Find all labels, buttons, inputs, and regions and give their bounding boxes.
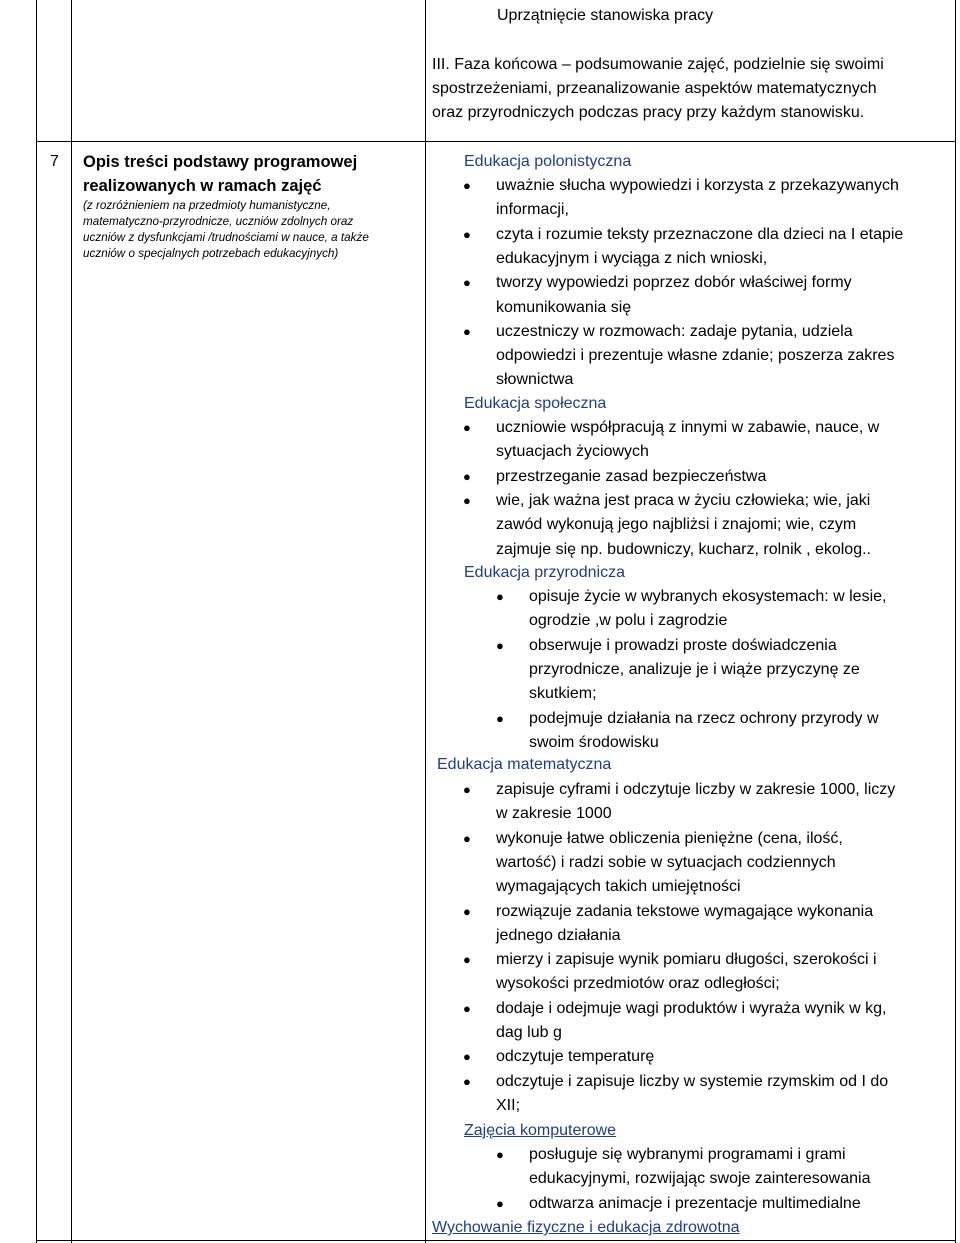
row-subtitle-line: uczniów z dysfunkcjami /trudnościami w nauce, a także [83,231,369,244]
list-item-line: zajmuje się np. budowniczy, kucharz, rolnik , ekolog.. [496,540,871,558]
list-item-line: posługuje się wybranymi programami i grami [529,1146,846,1163]
list-item-line: odczytuje i zapisuje liczby w systemie rzymskim od I do [496,1072,889,1090]
row-title-line: realizowanych w ramach zajęć [83,177,322,195]
table-row-divider [36,141,956,142]
bullet-icon: ● [463,323,471,339]
list-item-line: dag lub g [496,1024,562,1041]
bullet-icon: ● [463,468,471,484]
list-item-line: wykonuje łatwe obliczenia pieniężne (cena, ilość, [496,829,843,847]
bullet-icon: ● [463,903,471,919]
list-item-line: zawód wykonują jego najbliżsi i znajomi; wie, czym [496,516,857,534]
list-item-line: informacji, [496,201,569,219]
list-item-line: sytuacjach życiowych [496,443,649,461]
bullet-icon: ● [496,1195,504,1211]
phase-line: oraz przyrodniczych podczas pracy przy każdym stanowisku. [432,104,865,121]
bullet-icon: ● [463,1073,471,1089]
list-item-line: wysokości przedmiotów oraz odległości; [496,975,780,993]
table-border-right [955,0,956,1243]
row-subtitle-line: matematyczno-przyrodnicze, uczniów zdolnych oraz [83,215,354,228]
list-item-line: podejmuje działania na rzecz ochrony przyrody w [529,709,879,727]
list-item-line: opisuje życie w wybranych ekosystemach: w lesie, [529,588,887,605]
row-number: 7 [50,153,59,170]
row-subtitle-line: uczniów o specjalnych potrzebach edukacyjnych) [83,247,339,260]
section-heading-przyrodnicza: Edukacja przyrodnicza [464,564,625,581]
list-item-line: ogrodzie ,w polu i zagrodzie [529,612,728,630]
list-item-line: słownictwa [496,371,574,389]
list-item-line: odtwarza animacje i prezentacje multimedialne [529,1194,861,1212]
bullet-icon: ● [463,952,471,968]
list-item-line: zapisuje cyframi i odczytuje liczby w zakresie 1000, liczy [496,781,896,798]
list-item-line: rozwiązuje zadania tekstowe wymagające wykonania [496,902,874,920]
list-item-line: XII; [496,1096,521,1114]
phase-line: III. Faza końcowa – podsumowanie zajęć, podzielnie się swoimi [432,56,884,73]
list-item-line: uczniowie współpracują z innymi w zabawie, nauce, w [496,419,880,436]
list-item-line: dodaje i odejmuje wagi produktów i wyraża wynik w kg, [496,999,887,1017]
section-heading-spoleczna: Edukacja społeczna [464,395,607,412]
list-item-line: edukacyjnym i wyciąga z nich wnioski, [496,249,768,267]
table-border-col1 [71,0,72,1243]
list-item-line: czyta i rozumie teksty przeznaczone dla dzieci na I etapie [496,225,904,243]
section-heading-matematyczna: Edukacja matematyczna [437,756,612,773]
list-item-line: odpowiedzi i prezentuje własne zdanie; poszerza zakres [496,347,895,365]
list-item-line: odczytuje temperaturę [496,1048,655,1066]
section-heading-wf: Wychowanie fizyczne i edukacja zdrowotna [432,1219,740,1236]
bullet-icon: ● [463,178,471,193]
row-subtitle-line: (z rozróżnieniem na przedmioty humanistyczne, [83,199,331,212]
bullet-icon: ● [496,589,504,604]
bullet-icon: ● [463,226,471,242]
list-item-line: przyrodnicze, analizuje je i wiąże przyczynę ze [529,660,860,678]
list-item-line: mierzy i zapisuje wynik pomiaru długości, szerokości i [496,951,877,969]
list-item-line: wartość) i radzi sobie w sytuacjach codziennych [496,853,836,871]
bullet-icon: ● [463,1049,471,1065]
list-item-line: wie, jak ważna jest praca w życiu człowieka; wie, jaki [496,491,871,509]
phase-line: spostrzeżeniami, przeanalizowanie aspektów matematycznych [432,80,877,97]
list-item-line: w zakresie 1000 [496,805,612,823]
row-title-line: Opis treści podstawy programowej [83,153,358,171]
section-heading-polonistyczna: Edukacja polonistyczna [464,153,632,170]
list-item-line: tworzy wypowiedzi poprzez dobór właściwej formy [496,274,852,292]
bullet-icon: ● [496,1147,504,1162]
list-item-line: uważnie słucha wypowiedzi i korzysta z przekazywanych [496,177,899,194]
list-item-line: skutkiem; [529,685,597,703]
cleanup-text: Uprzątnięcie stanowiska pracy [497,7,714,24]
bullet-icon: ● [463,420,471,435]
bullet-icon: ● [463,492,471,508]
table-border-left [36,0,37,1243]
list-item-line: przestrzeganie zasad bezpieczeństwa [496,467,767,485]
bullet-icon: ● [463,782,471,797]
bullet-icon: ● [496,710,504,726]
list-item-line: wymagających takich umiejętności [496,878,741,896]
list-item-line: jednego działania [496,926,621,944]
list-item-line: uczestniczy w rozmowach: zadaje pytania, udziela [496,322,853,340]
list-item-line: swoim środowisku [529,733,659,751]
bullet-icon: ● [463,275,471,291]
section-heading-komputerowe: Zajęcia komputerowe [464,1122,617,1139]
row-heading [83,150,403,262]
bullet-icon: ● [496,637,504,653]
bullet-icon: ● [463,1000,471,1016]
list-item-line: obserwuje i prowadzi proste doświadczenia [529,636,837,654]
list-item-line: edukacyjnymi, rozwijając swoje zainteresowania [529,1170,871,1188]
list-item-line: komunikowania się [496,298,632,316]
table-border-col2 [425,0,426,1243]
bullet-icon: ● [463,830,471,846]
